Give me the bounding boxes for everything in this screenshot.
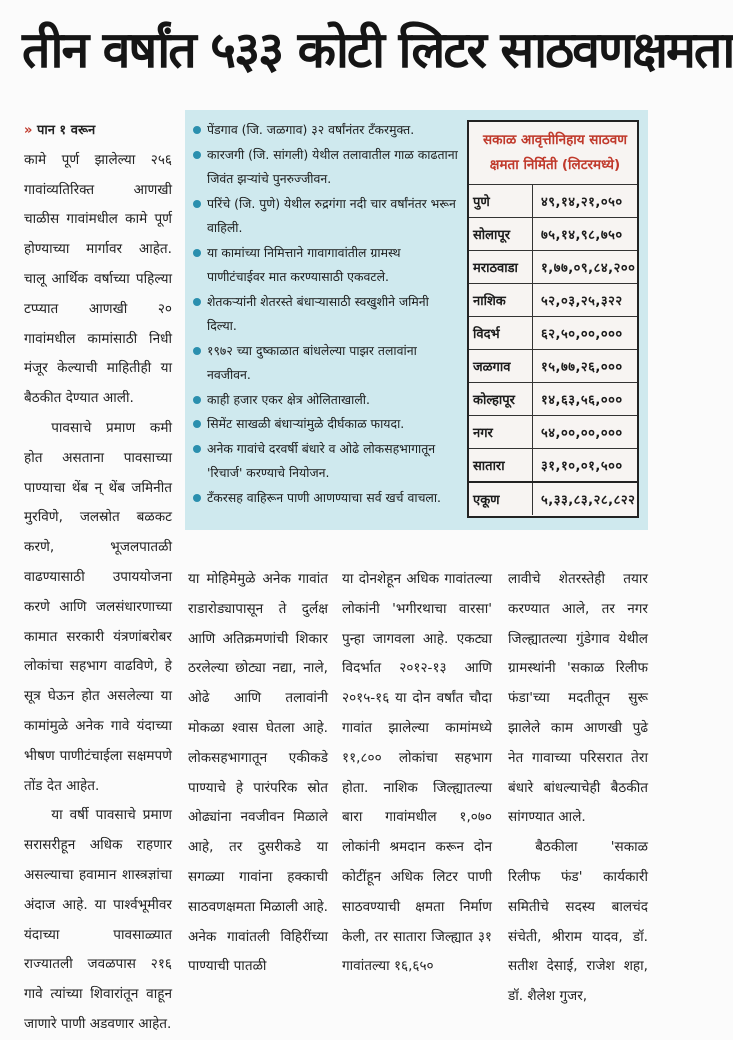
column-2-text: या मोहिमेमुळे अनेक गावांत राडारोड्यापासून ते दुर्लक्ष आणि अतिक्रमणांची शिकार ठरलेल्या छोट्या नद्या, नाले, ओढे आणि तलावांनी मोकळा श्वास घेतला आहे. लोकसहभागातून एकीकडे पाण्याचे हे पारंपरिक स्रोत ओढ्यांना नवजीवन मिळाले आहे, तर दुसरीकडे या सगळ्या गावांना हक्काची साठवणक्षमता मिळाली आहे. अनेक गावांतली विहिरींच्या पाण्याची पातळी bbox=[188, 571, 328, 975]
table-title: सकाळ आवृत्तीनिहाय साठवण क्षमता निर्मिती (लिटरमध्ये) bbox=[483, 132, 627, 173]
table-row bbox=[469, 184, 637, 217]
value-cell: ४९,१४,२१,०५० bbox=[541, 195, 623, 210]
value-cell: ३१,१०,०१,५०० bbox=[541, 459, 623, 474]
value-cell: ७५,१४,९८,७५० bbox=[541, 228, 623, 243]
highlight-item bbox=[193, 118, 461, 143]
city-cell: नगर bbox=[469, 416, 533, 448]
column-4-text: लावीचे शेतरस्तेही तयार करण्यात आले, तर नगर जिल्ह्यातल्या गुंडेगाव येथील ग्रामस्थांनी 'सकाळ रिलीफ फंडा'च्या मदतीतून सुरू झालेले काम आणखी पुढे नेत गावाच्या परिसरात तेरा बंधारे बांधल्याचेही बैठकीत सांगण्यात आले. bbox=[508, 571, 648, 826]
highlight-item bbox=[193, 290, 461, 339]
table-rows bbox=[469, 184, 637, 515]
city-cell: सोलापूर bbox=[469, 218, 533, 250]
highlight-item bbox=[193, 192, 461, 241]
left-paragraph: या वर्षी पावसाचे प्रमाण सरासरीहून अधिक राहणार असल्याचा हवामान शास्त्रज्ञांचा अंदाज आहे. या पार्श्वभूमीवर यंदाच्या पावसाळ्यात राज्यातली जवळपास २१६ गावे त्यांच्या शिवारांतून वाहून जाणारे पाणी अडवणार आहेत. bbox=[24, 807, 172, 1032]
table-row bbox=[469, 448, 637, 481]
highlight-item bbox=[193, 388, 461, 413]
highlight-text: पेंडगाव (जि. जळगाव) ३२ वर्षांनंतर टँकरमुक्त. bbox=[207, 122, 415, 137]
highlight-item bbox=[193, 486, 461, 511]
table-row bbox=[469, 415, 637, 448]
highlight-text: या कामांच्या निमित्ताने गावागावांतील ग्रामस्थ पाणीटंचाईवर मात करण्यासाठी एकवटले. bbox=[207, 244, 401, 284]
highlight-text: टँकरसह वाहिरून पाणी आणण्याचा सर्व खर्च वाचला. bbox=[207, 489, 441, 505]
bullet-icon bbox=[193, 494, 201, 502]
highlight-text: शेतकऱ्यांनी शेतरस्ते बंधाऱ्यासाठी स्वखुशीने जमिनी दिल्या. bbox=[207, 293, 429, 333]
continued-from bbox=[24, 116, 172, 146]
table-row bbox=[469, 283, 637, 316]
value-cell: ५४,००,००,००० bbox=[541, 426, 623, 441]
city-cell: विदर्भ bbox=[469, 317, 533, 349]
highlight-item bbox=[193, 339, 461, 388]
value-cell: १५,७७,२६,००० bbox=[541, 360, 623, 375]
bullet-icon bbox=[193, 151, 201, 159]
capacity-table bbox=[467, 120, 639, 518]
highlights-list bbox=[193, 118, 461, 510]
left-column bbox=[24, 116, 172, 1040]
table-row bbox=[469, 217, 637, 250]
city-cell: मराठवाडा bbox=[469, 251, 533, 283]
highlight-item bbox=[193, 241, 461, 290]
value-cell: १४,६३,५६,००० bbox=[541, 393, 623, 408]
table-row bbox=[469, 316, 637, 349]
bullet-icon bbox=[193, 126, 201, 134]
bullet-icon bbox=[193, 347, 201, 355]
left-paragraph: पावसाचे प्रमाण कमी होत असताना पावसाच्या पाण्याचा थेंब न् थेंब जमिनीत मुरविणे, जलस्रोत बळकट करणे, भूजलपातळी वाढण्यासाठी उपाययोजना करणे आणि जलसंधारणाच्या कामात सरकारी यंत्रणांबरोबर लोकांचा सहभाग वाढविणे, हे सूत्र घेऊन होत असलेल्या या कामांमुळे अनेक गावे यंदाच्या भीषण पाणीटंचाईला सक्षमपणे तोंड देत आहेत. bbox=[24, 419, 172, 794]
bullet-icon bbox=[193, 445, 201, 453]
city-cell: जळगाव bbox=[469, 350, 533, 382]
highlight-text: अनेक गावांचे दरवर्षी बंधारे व ओढे लोकसहभागातून 'रिचार्ज' करण्याचे नियोजन. bbox=[207, 440, 436, 480]
value-cell: ५२,०३,२५,३२२ bbox=[541, 294, 623, 309]
value-cell: ६२,५०,००,००० bbox=[541, 327, 623, 342]
highlight-text: १९७२ च्या दुष्काळात बांधलेल्या पाझर तलावांना नवजीवन. bbox=[207, 342, 417, 382]
total-value-cell: ५,३३,८३,२८,८२२ bbox=[541, 493, 636, 508]
highlight-text: सिमेंट साखळी बंधाऱ्यांमुळे दीर्घकाळ फायदा. bbox=[207, 416, 405, 431]
column-3 bbox=[342, 565, 492, 982]
city-cell: कोल्हापूर bbox=[469, 383, 533, 415]
highlight-text: परिंचे (जि. पुणे) येथील रुद्रगंगा नदी चार वर्षांनंतर भरून वाहिली. bbox=[207, 195, 456, 235]
bullet-icon bbox=[193, 298, 201, 306]
bullet-icon bbox=[193, 249, 201, 257]
total-label-cell: एकूण bbox=[469, 483, 533, 515]
table-total-row bbox=[469, 481, 637, 515]
left-paragraph: कामे पूर्ण झालेल्या २५६ गावांव्यतिरिक्त आणखी चाळीस गावांमधील कामे पूर्ण होण्याच्या मार्गावर आहेत. चालू आर्थिक वर्षाच्या पहिल्या टप्प्यात आणखी २० गावांमधील कामांसाठी निधी मंजूर केल्याची माहितीही या बैठकीत देण्यात आली. bbox=[24, 151, 172, 407]
headline: तीन वर्षांत ५३३ कोटी लिटर साठवणक्षमता bbox=[22, 21, 733, 79]
bullet-icon bbox=[193, 420, 201, 428]
table-row bbox=[469, 382, 637, 415]
continued-from-label: पान १ वरून bbox=[36, 123, 96, 138]
highlight-item bbox=[193, 412, 461, 437]
highlight-text: काही हजार एकर क्षेत्र ओलिताखाली. bbox=[207, 391, 370, 407]
bullet-icon bbox=[193, 200, 201, 208]
column-3-text: या दोनशेहून अधिक गावांतल्या लोकांनी 'भगीरथाचा वारसा' पुन्हा जागवला आहे. एकट्या विदर्भात २०१२-१३ आणि २०१५-१६ या दोन वर्षांत चौदा गावांत झालेल्या कामांमध्ये ११,८०० लोकांचा सहभाग होता. नाशिक जिल्ह्यातल्या बारा गावांमधील १,०७० लोकांनी श्रमदान करून दोन कोटींहून अधिक लिटर पाणी साठवण्याची क्षमता निर्माण केली, तर सातारा जिल्ह्यात ३१ गावांतल्या १६,६५० bbox=[342, 571, 492, 975]
highlight-text: कारजगी (जि. सांगली) येथील तलावातील गाळ काढताना जिवंत झऱ्यांचे पुनरुज्जीवन. bbox=[207, 146, 458, 186]
continued-arrows-icon: » bbox=[24, 123, 33, 138]
column-4-text: बैठकीला 'सकाळ रिलीफ फंड' कार्यकारी समितीचे सदस्य बालचंद संचेती, श्रीराम यादव, डॉ. सतीश देसाई, राजेश शहा, डॉ. शैलेश गुजर, bbox=[508, 839, 648, 1005]
city-cell: सातारा bbox=[469, 449, 533, 481]
highlight-item bbox=[193, 437, 461, 486]
column-2 bbox=[188, 565, 328, 982]
table-row bbox=[469, 349, 637, 382]
column-4 bbox=[508, 565, 648, 1012]
city-cell: नाशिक bbox=[469, 284, 533, 316]
bullet-icon bbox=[193, 396, 201, 404]
highlight-item bbox=[193, 143, 461, 192]
table-row bbox=[469, 250, 637, 283]
highlights-box bbox=[185, 110, 648, 530]
value-cell: १,७७,०९,८४,२०० bbox=[541, 261, 636, 276]
city-cell: पुणे bbox=[469, 185, 533, 217]
